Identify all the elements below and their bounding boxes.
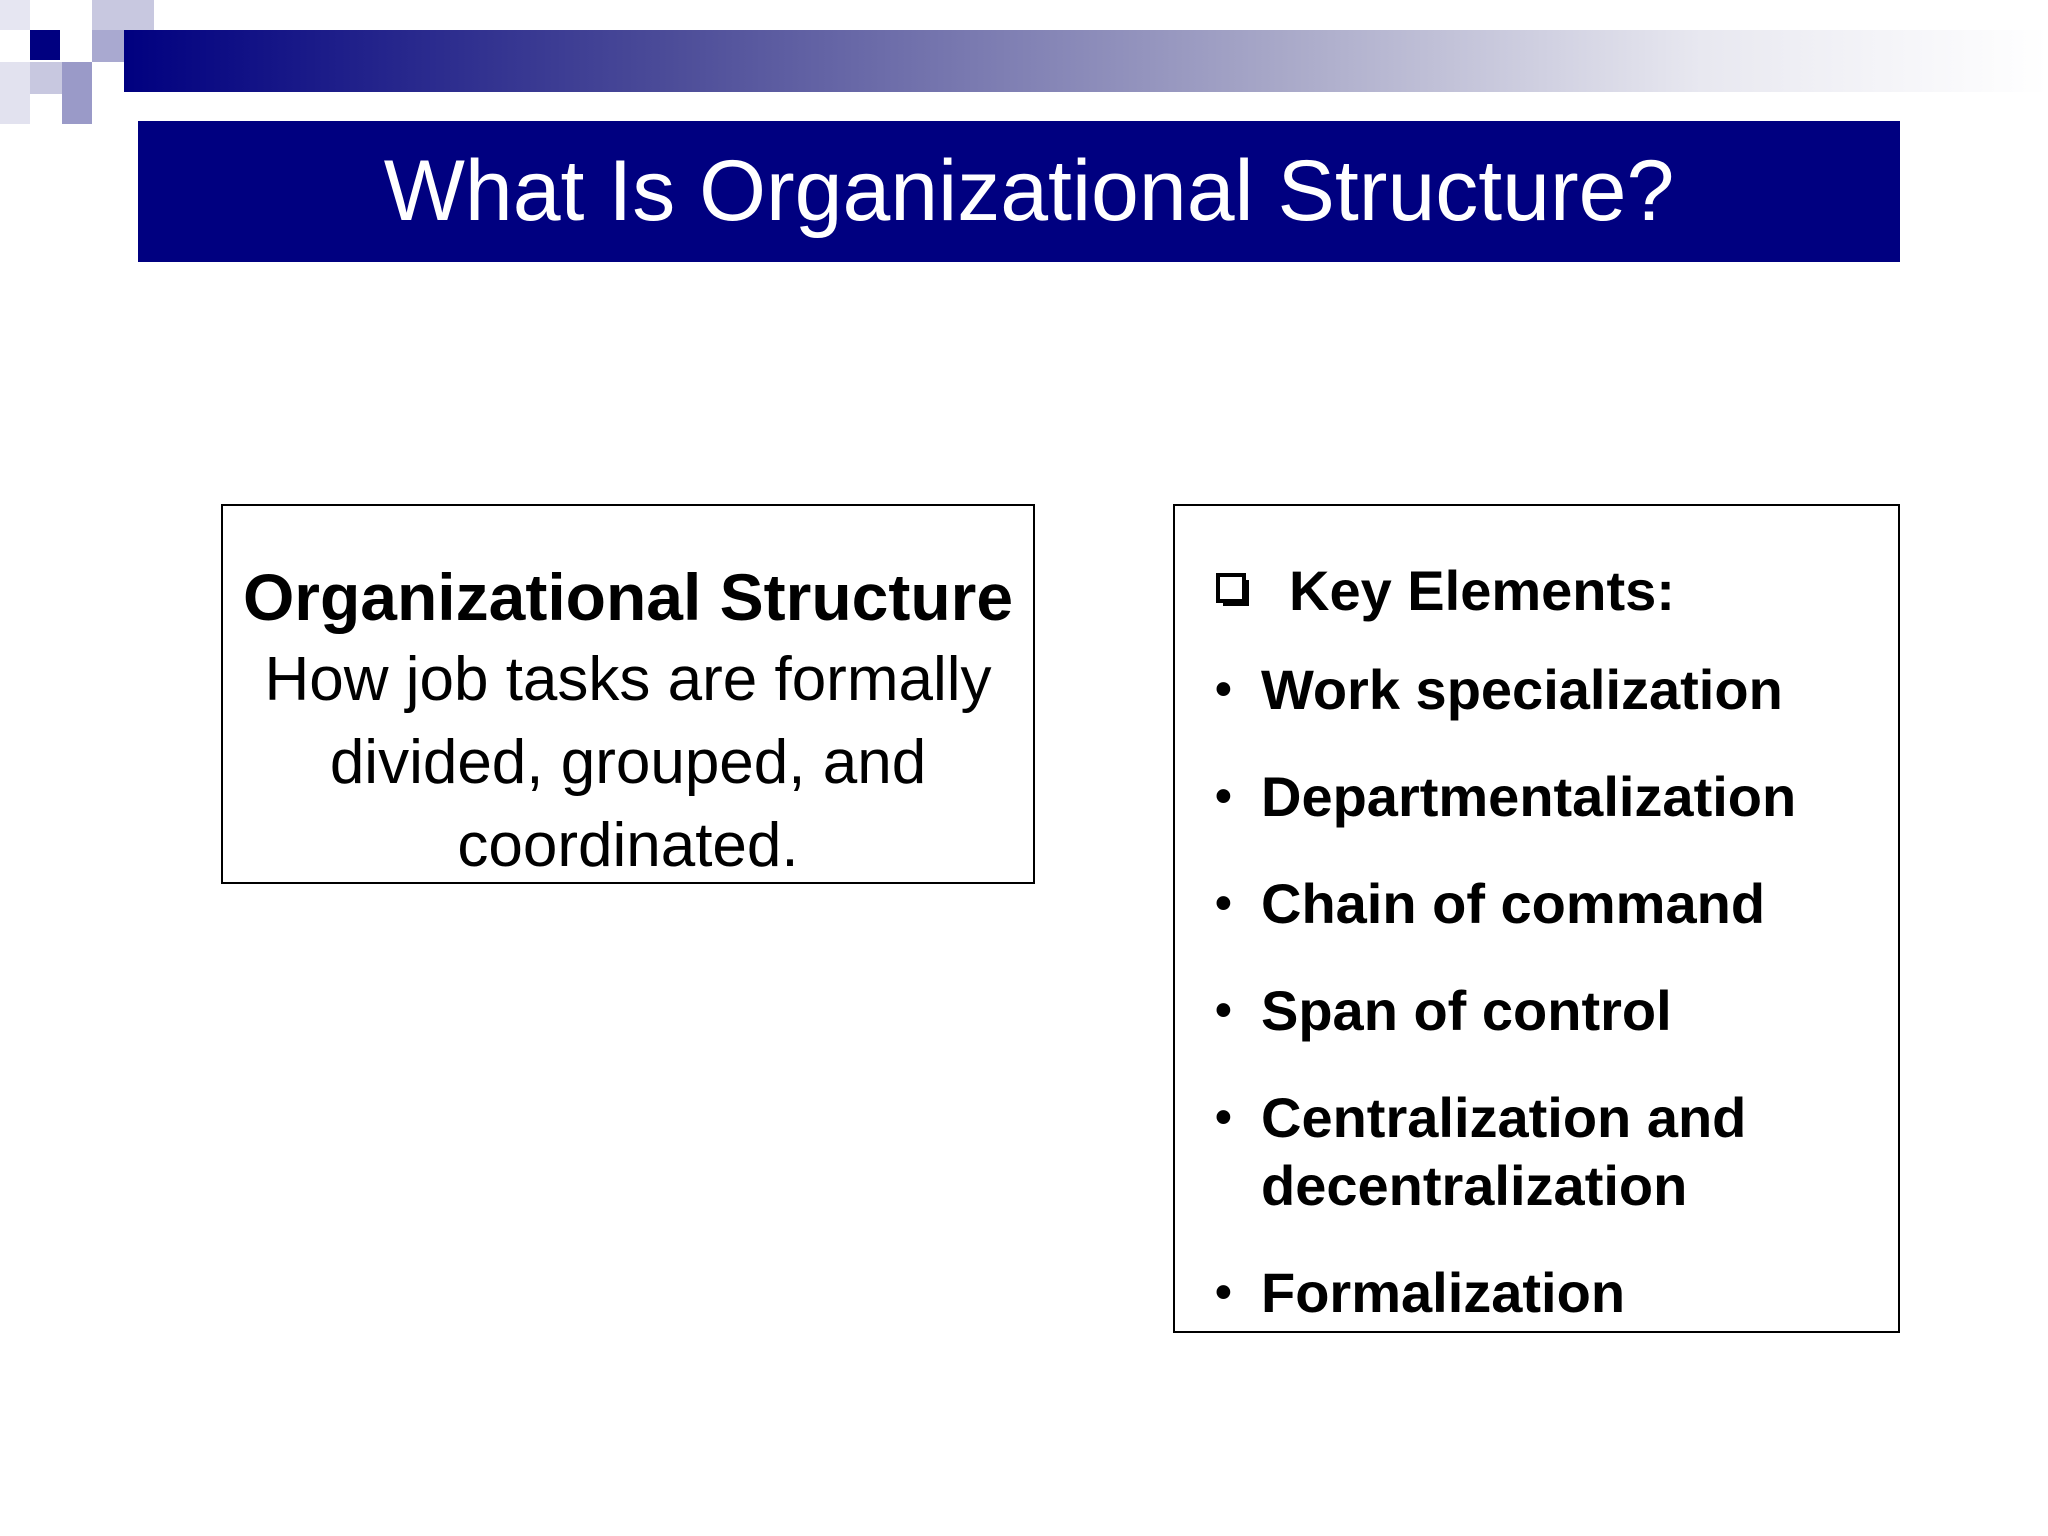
key-elements-box	[1173, 504, 1900, 1333]
bullet-icon: •	[1215, 1266, 1232, 1319]
list-item-label: Chain of command	[1261, 872, 1766, 935]
corner-square-decoration	[30, 62, 62, 94]
list-item-label: Departmentalization	[1261, 765, 1797, 828]
list-item	[1215, 1259, 1875, 1327]
bullet-icon: •	[1215, 877, 1232, 930]
list-item-label: Formalization	[1261, 1261, 1626, 1324]
bullet-icon: •	[1215, 770, 1232, 823]
bullet-icon: •	[1215, 1091, 1232, 1144]
gradient-header-bar	[124, 30, 2048, 92]
definition-box	[221, 504, 1035, 884]
key-elements-heading-label: Key Elements:	[1289, 559, 1675, 622]
list-item	[1215, 977, 1875, 1045]
list-item	[1215, 1084, 1875, 1220]
list-item-label: Centralization and decentralization	[1261, 1086, 1747, 1217]
definition-text: How job tasks are formally divided, grouped, and coordinated.	[264, 645, 992, 880]
definition-term: Organizational Structure	[242, 560, 1014, 634]
corner-square-decoration	[30, 30, 60, 60]
list-item-label: Work specialization	[1261, 658, 1783, 721]
corner-square-decoration	[92, 0, 154, 30]
corner-square-decoration	[0, 62, 30, 124]
key-elements-list	[1215, 656, 1875, 1366]
list-item	[1215, 656, 1875, 724]
list-item-label: Span of control	[1261, 979, 1672, 1042]
corner-square-decoration	[0, 0, 30, 30]
slide-title: What Is Organizational Structure?	[383, 143, 1675, 239]
list-item	[1215, 763, 1875, 831]
list-item	[1215, 870, 1875, 938]
title-banner	[138, 121, 1900, 262]
corner-square-decoration	[62, 62, 92, 124]
bullet-icon: •	[1215, 984, 1232, 1037]
checkbox-icon	[1215, 572, 1249, 606]
bullet-icon: •	[1215, 663, 1232, 716]
